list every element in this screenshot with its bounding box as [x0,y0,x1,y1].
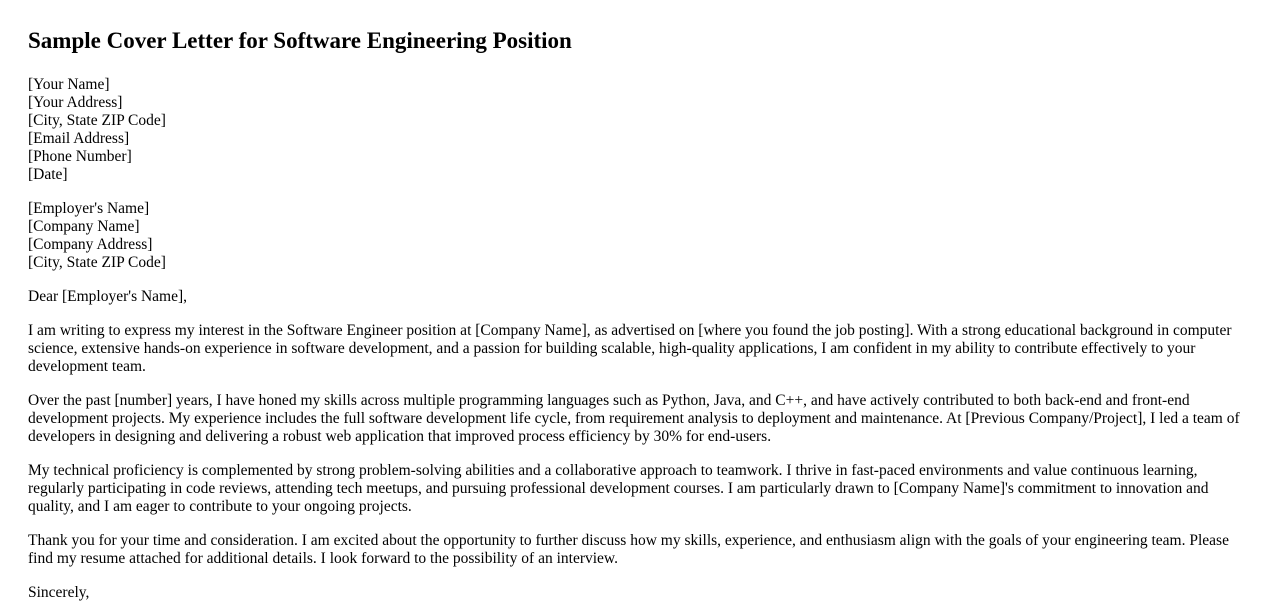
recipient-company: [Company Name] [28,218,140,235]
recipient-address-block [28,200,1250,272]
recipient-company-address: [Company Address] [28,236,153,253]
page-title: Sample Cover Letter for Software Engineering Position [28,28,572,53]
recipient-name: [Employer's Name] [28,200,150,217]
sender-address: [Your Address] [28,94,123,111]
body-paragraph-intro: I am writing to express my interest in the Software Engineer position at [Company Name], as advertised on [where you found the job posting]. With a strong educational background in computer science, extensive hands-on experience in software development, and a passion for building scalable, high-quality applications, I am confident in my ability to contribute effectively to your development team. [28,322,1232,375]
body-paragraph-closing: Thank you for your time and consideration. I am excited about the opportunity to further discuss how my skills, experience, and enthusiasm align with the goals of your engineering team. Please find my resume attached for additional details. I look forward to the possibility of an interview. [28,532,1229,567]
letter-date: [Date] [28,166,68,183]
salutation: Dear [Employer's Name], [28,288,188,305]
sender-address-block [28,76,1250,184]
sender-city-state-zip: [City, State ZIP Code] [28,112,166,129]
sender-email: [Email Address] [28,130,130,147]
recipient-city-state-zip: [City, State ZIP Code] [28,254,166,271]
body-paragraph-skills: My technical proficiency is complemented by strong problem-solving abilities and a collaborative approach to teamwork. I thrive in fast-paced environments and value continuous learning, regularly participating in code reviews, attending tech meetups, and pursuing professional development courses. I am particularly drawn to [Company Name]'s commitment to innovation and quality, and I am eager to contribute to your ongoing projects. [28,462,1209,515]
sender-name: [Your Name] [28,76,110,93]
closing: Sincerely, [28,584,90,601]
body-paragraph-experience: Over the past [number] years, I have honed my skills across multiple programming languages such as Python, Java, and C++, and have actively contributed to both back-end and front-end development projects. My experience includes the full software development life cycle, from requirement analysis to deployment and maintenance. At [Previous Company/Project], I led a team of developers in designing and delivering a robust web application that improved process efficiency by 30% for end-users. [28,392,1240,445]
sender-phone: [Phone Number] [28,148,132,165]
